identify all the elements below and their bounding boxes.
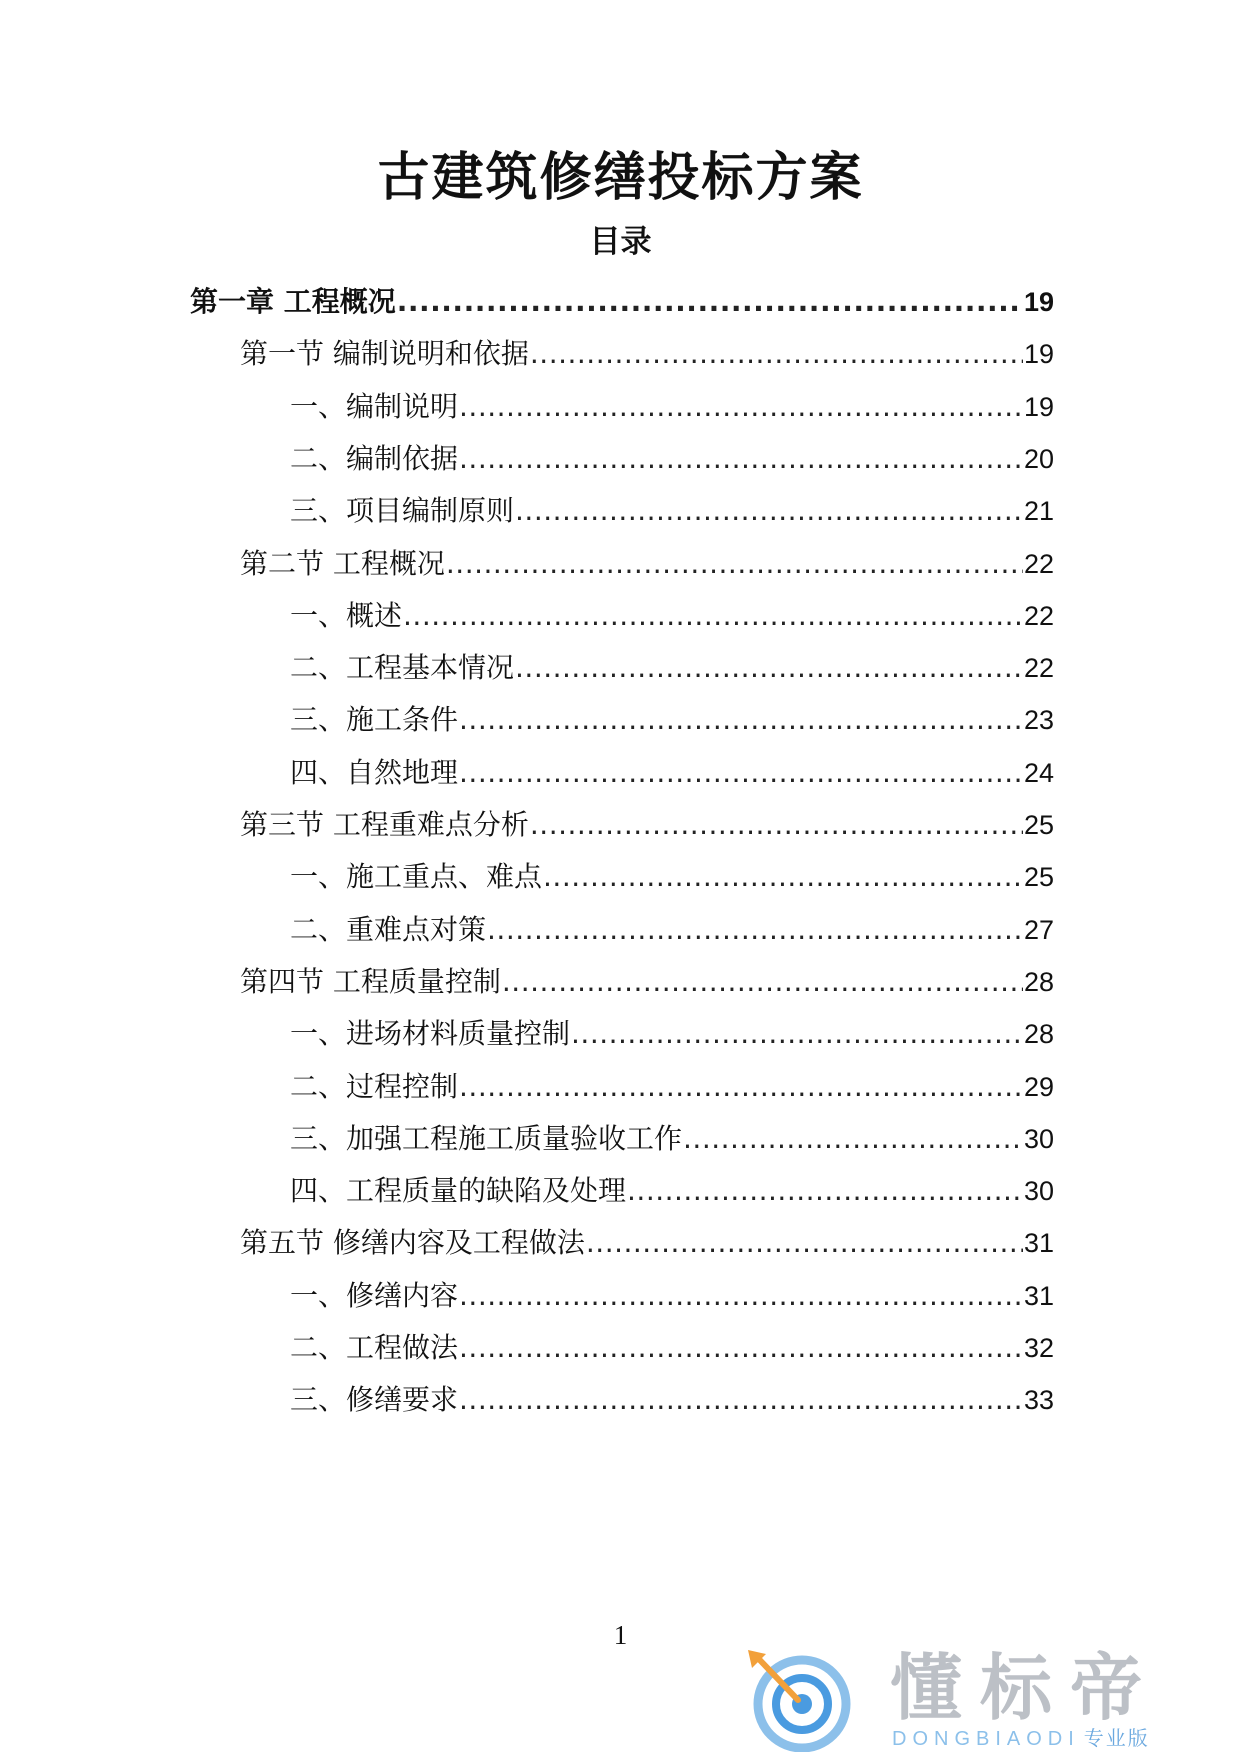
toc-entry-page: 19 xyxy=(1023,287,1054,317)
toc-entry[interactable] xyxy=(290,910,1054,950)
toc-entry-label: 三、项目编制原则 xyxy=(290,494,515,528)
toc-entry-label: 第三节 工程重难点分析 xyxy=(240,808,529,841)
toc-dot-leader xyxy=(487,910,1023,950)
toc-entry-label: 一、编制说明 xyxy=(290,389,459,423)
toc-entry[interactable] xyxy=(290,596,1054,636)
toc-heading: 目录 xyxy=(589,224,652,260)
toc-dot-leader xyxy=(459,1067,1023,1107)
toc-dot-leader xyxy=(397,282,1023,322)
toc-entry-label: 四、工程质量的缺陷及处理 xyxy=(290,1174,627,1208)
toc-dot-leader xyxy=(459,1276,1023,1316)
toc-dot-leader xyxy=(459,753,1023,793)
toc-entry-page: 33 xyxy=(1023,1385,1054,1416)
toc-dot-leader xyxy=(459,387,1023,427)
toc-entry[interactable] xyxy=(290,1380,1054,1420)
toc-entry[interactable] xyxy=(290,1067,1054,1107)
toc-entry[interactable] xyxy=(290,1119,1054,1159)
toc-entry-page: 22 xyxy=(1023,653,1054,684)
toc-entry[interactable] xyxy=(290,1014,1054,1054)
toc-entry-page: 31 xyxy=(1023,1280,1054,1311)
toc-entry-page: 29 xyxy=(1023,1071,1054,1102)
toc-dot-leader xyxy=(530,805,1023,845)
page-title: 古建筑修缮投标方案 xyxy=(377,148,864,208)
toc-entry-page: 25 xyxy=(1023,810,1054,840)
toc-entry[interactable] xyxy=(240,962,1054,1002)
watermark-edition: 专业版 xyxy=(1083,1726,1150,1750)
toc-entry[interactable] xyxy=(290,648,1054,688)
toc-dot-leader xyxy=(459,1380,1023,1420)
toc-entry-page: 25 xyxy=(1023,862,1054,893)
toc-entry-label: 一、进场材料质量控制 xyxy=(290,1017,571,1051)
toc-entry-page: 22 xyxy=(1023,600,1054,631)
toc-entry[interactable] xyxy=(290,1328,1054,1368)
toc-entry-label: 第五节 修缮内容及工程做法 xyxy=(240,1226,585,1260)
toc-dot-leader xyxy=(446,544,1023,584)
toc-dot-leader xyxy=(515,491,1023,531)
toc-dot-leader xyxy=(543,857,1023,897)
toc-entry-label: 三、施工条件 xyxy=(290,703,459,737)
toc-dot-leader xyxy=(403,596,1023,636)
toc-entry-page: 30 xyxy=(1023,1123,1054,1154)
toc-dot-leader xyxy=(459,700,1023,740)
watermark-brand: 懂标帝 xyxy=(890,1646,1161,1730)
page-number: 1 xyxy=(613,1620,628,1650)
toc-entry-label: 二、工程基本情况 xyxy=(290,651,515,685)
toc-entry-label: 一、概述 xyxy=(290,598,403,632)
toc-entry-label: 三、加强工程施工质量验收工作 xyxy=(290,1121,683,1155)
toc-entry-page: 31 xyxy=(1023,1228,1054,1259)
toc-entry[interactable] xyxy=(290,857,1054,897)
toc-entry-label: 第一节 编制说明和依据 xyxy=(240,337,529,371)
toc-entry-label: 一、施工重点、难点 xyxy=(290,860,543,894)
toc-entry[interactable] xyxy=(240,805,1054,845)
toc-dot-leader xyxy=(459,439,1023,479)
toc-entry-label: 二、过程控制 xyxy=(290,1069,459,1103)
toc-entry-page: 20 xyxy=(1023,443,1054,474)
toc-entry[interactable] xyxy=(290,753,1054,793)
toc-dot-leader xyxy=(586,1223,1023,1263)
toc-entry-label: 二、工程做法 xyxy=(290,1331,459,1364)
toc-entry-page: 22 xyxy=(1023,548,1054,579)
toc-dot-leader xyxy=(530,334,1023,374)
toc-dot-leader xyxy=(683,1119,1023,1159)
toc-entry[interactable] xyxy=(290,1276,1054,1316)
toc-entry-page: 28 xyxy=(1023,1019,1054,1050)
toc-entry[interactable] xyxy=(290,387,1054,427)
toc-entry-page: 19 xyxy=(1023,339,1054,370)
toc-entry[interactable] xyxy=(240,334,1054,374)
toc-dot-leader xyxy=(627,1171,1023,1211)
toc-entry-page: 19 xyxy=(1023,391,1054,422)
toc-entry-page: 21 xyxy=(1023,496,1054,527)
toc-entry-page: 24 xyxy=(1023,757,1054,788)
toc-entry[interactable] xyxy=(190,282,1054,322)
watermark-subtitle xyxy=(892,1726,1150,1751)
toc-entry[interactable] xyxy=(290,700,1054,740)
toc-entry[interactable] xyxy=(290,1171,1054,1211)
toc-entry[interactable] xyxy=(240,1223,1054,1263)
toc-entry-label: 第一章 工程概况 xyxy=(190,285,396,318)
toc-dot-leader xyxy=(459,1328,1023,1368)
watermark-latin: DONGBIAODI xyxy=(892,1728,1080,1750)
watermark xyxy=(740,1648,1220,1752)
toc-entry[interactable] xyxy=(290,491,1054,531)
toc-entry-page: 23 xyxy=(1023,705,1054,736)
toc-entry-label: 二、重难点对策 xyxy=(290,912,487,946)
toc-entry-label: 一、修缮内容 xyxy=(290,1278,459,1312)
toc-entry-label: 三、修缮要求 xyxy=(290,1383,459,1417)
toc-entry-label: 二、编制依据 xyxy=(290,441,459,475)
toc-entry-label: 第四节 工程质量控制 xyxy=(240,964,501,998)
toc-entry-page: 32 xyxy=(1023,1333,1054,1363)
toc-entry-page: 30 xyxy=(1023,1176,1054,1207)
toc-entry[interactable] xyxy=(290,439,1054,479)
toc-dot-leader xyxy=(502,962,1023,1002)
toc-dot-leader xyxy=(515,648,1023,688)
toc-entry-label: 四、自然地理 xyxy=(290,755,459,789)
toc-entry-page: 28 xyxy=(1023,966,1054,997)
toc-entry[interactable] xyxy=(240,544,1054,584)
toc-dot-leader xyxy=(571,1014,1023,1054)
toc-entry-page: 27 xyxy=(1023,914,1054,945)
toc-entry-label: 第二节 工程概况 xyxy=(240,546,445,580)
target-arrow-icon xyxy=(740,1648,870,1752)
